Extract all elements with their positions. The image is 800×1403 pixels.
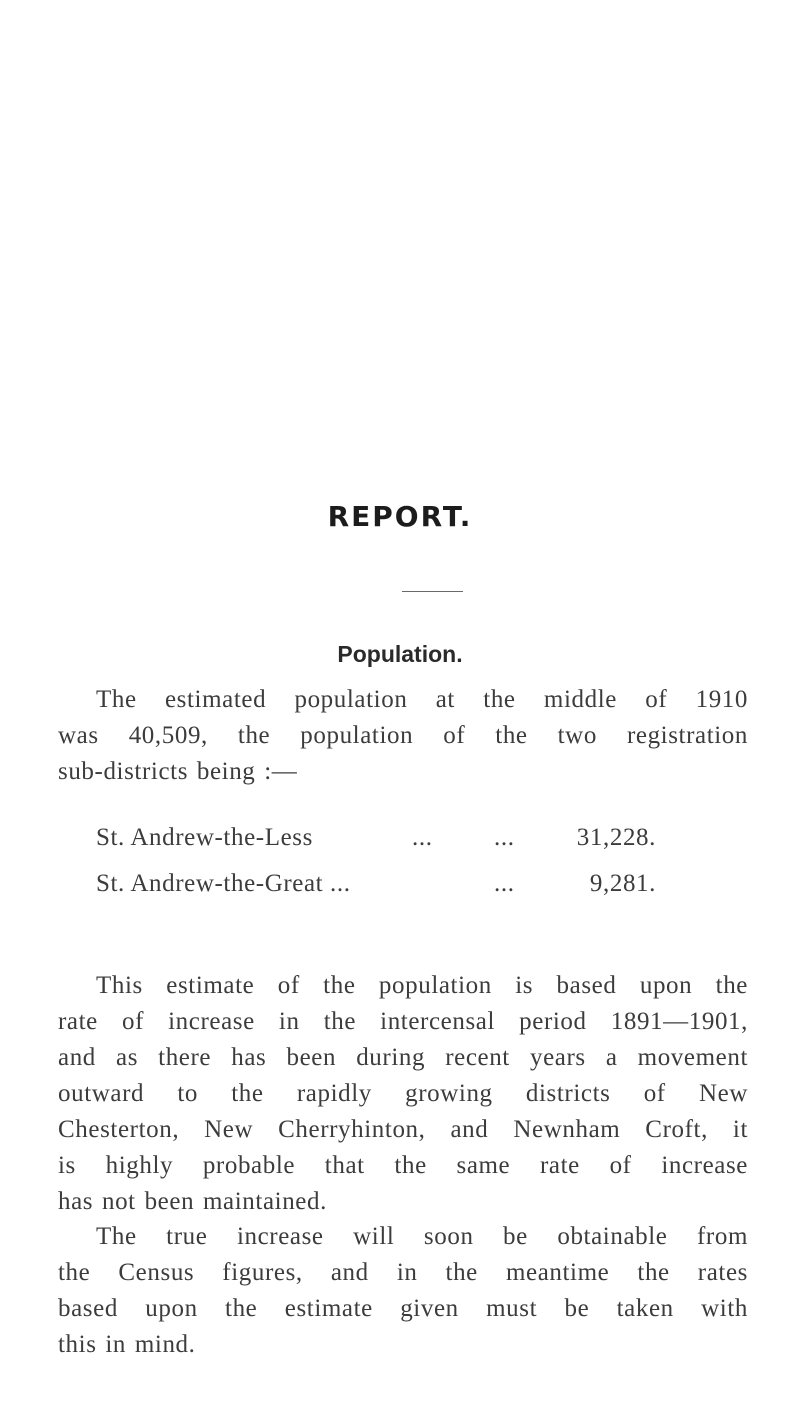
paragraph-line: This estimate of the population is based upon the xyxy=(96,972,748,999)
subdistrict-name: St. Andrew-the-Less xyxy=(96,824,313,851)
paragraph-line: the Census figures, and in the meantime the rates xyxy=(58,1259,748,1286)
leader-dots: ... xyxy=(494,824,515,851)
leader-dots: ... xyxy=(494,870,515,897)
subdistrict-population: 9,281. xyxy=(589,870,656,897)
paragraph-line: was 40,509, the population of the two registration xyxy=(58,722,748,749)
paragraph-line: and as there has been during recent years a movement xyxy=(58,1044,748,1071)
paragraph-line: The true increase will soon be obtainable from xyxy=(96,1223,748,1250)
paragraph-line: sub-districts being :— xyxy=(58,758,298,785)
leader-dots: ... xyxy=(412,824,433,851)
subdistrict-row xyxy=(96,824,656,860)
report-title: REPORT. xyxy=(327,500,473,533)
subdistrict-name: St. Andrew-the-Great ... xyxy=(96,870,351,897)
paragraph-line: based upon the estimate given must be taken with xyxy=(58,1295,748,1322)
paragraph-line: outward to the rapidly growing districts of New xyxy=(58,1080,748,1107)
paragraph-line: Chesterton, New Cherryhinton, and Newnham Croft, it xyxy=(58,1116,748,1143)
paragraph-census-note xyxy=(58,1219,748,1363)
section-title: Population. xyxy=(337,641,463,667)
paragraph-line: has not been maintained. xyxy=(58,1188,327,1215)
paragraph-line: rate of increase in the intercensal period 1891—1901, xyxy=(58,1008,748,1035)
paragraph-estimate-basis xyxy=(58,968,748,1220)
paragraph-line: this in mind. xyxy=(58,1331,196,1358)
subdistrict-population: 31,228. xyxy=(576,824,656,851)
paragraph-line: The estimated population at the middle of 1910 xyxy=(96,686,748,713)
paragraph-population-estimate xyxy=(58,682,748,790)
paragraph-line: is highly probable that the same rate of increase xyxy=(58,1152,748,1179)
title-divider xyxy=(402,591,463,592)
subdistrict-row xyxy=(96,870,656,906)
